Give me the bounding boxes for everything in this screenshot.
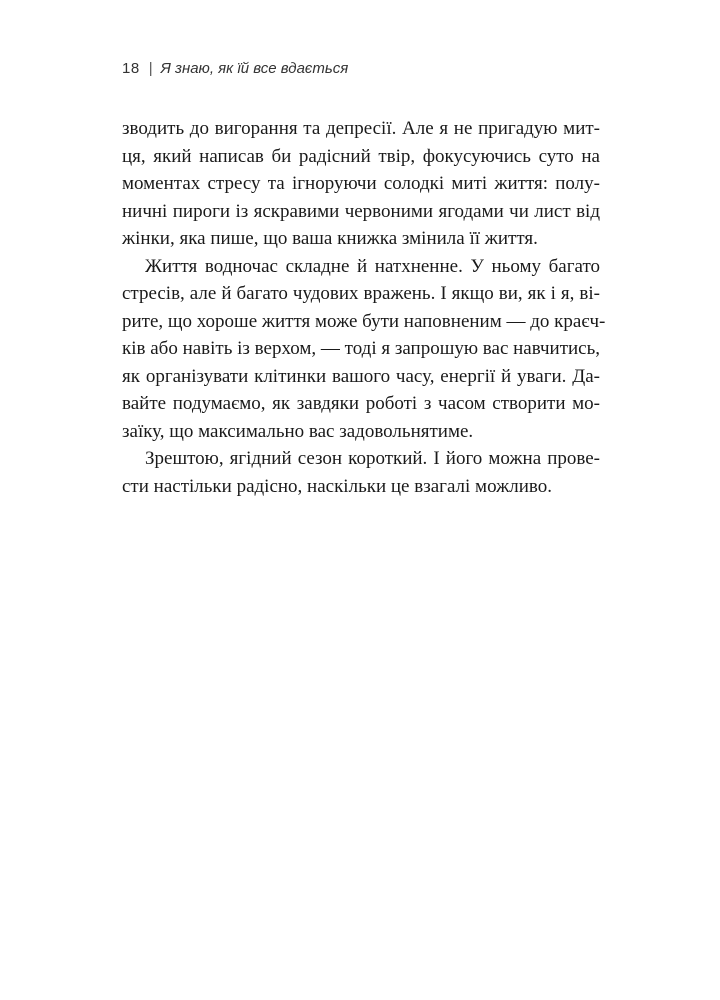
body-text bbox=[122, 115, 606, 500]
page-number: 18 bbox=[122, 60, 140, 77]
text-line: ків або навіть із верхом, — тоді я запрошую вас навчитись, bbox=[122, 338, 601, 359]
text-line: вайте подумаємо, як завдяки роботі з часом створити мо- bbox=[122, 393, 600, 414]
paragraph-1 bbox=[122, 115, 600, 253]
text-line: заїку, що максимально вас задовольнятиме. bbox=[122, 420, 474, 442]
text-line: сти настільки радісно, наскільки це взагалі можливо. bbox=[122, 475, 552, 497]
header-separator: | bbox=[148, 60, 153, 77]
running-header bbox=[122, 59, 348, 79]
text-line: Життя водночас складне й натхненне. У ньому багато bbox=[145, 255, 600, 277]
text-line: Зрештою, ягідний сезон короткий. І його можна прове- bbox=[145, 448, 600, 469]
text-line: рите, що хороше життя може бути наповненим — до краєч- bbox=[122, 310, 606, 332]
paragraph-2 bbox=[122, 253, 606, 446]
text-line: зводить до вигорання та депресії. Але я не пригадую мит- bbox=[122, 118, 600, 139]
text-line: жінки, яка пише, що ваша книжка змінила її життя. bbox=[122, 228, 538, 249]
text-line: як організувати клітинки вашого часу, енергії й уваги. Да- bbox=[122, 365, 600, 387]
text-line: ничні пироги із яскравими червоними ягодами чи лист від bbox=[122, 200, 600, 222]
paragraph-3 bbox=[122, 445, 600, 500]
running-title: Я знаю, як їй все вдається bbox=[160, 60, 349, 77]
text-line: моментах стресу та ігноруючи солодкі миті життя: полу- bbox=[122, 173, 600, 194]
text-line: стресів, але й багато чудових вражень. І якщо ви, як і я, ві- bbox=[122, 283, 600, 304]
text-line: ця, який написав би радісний твір, фокусуючись суто на bbox=[122, 145, 600, 167]
